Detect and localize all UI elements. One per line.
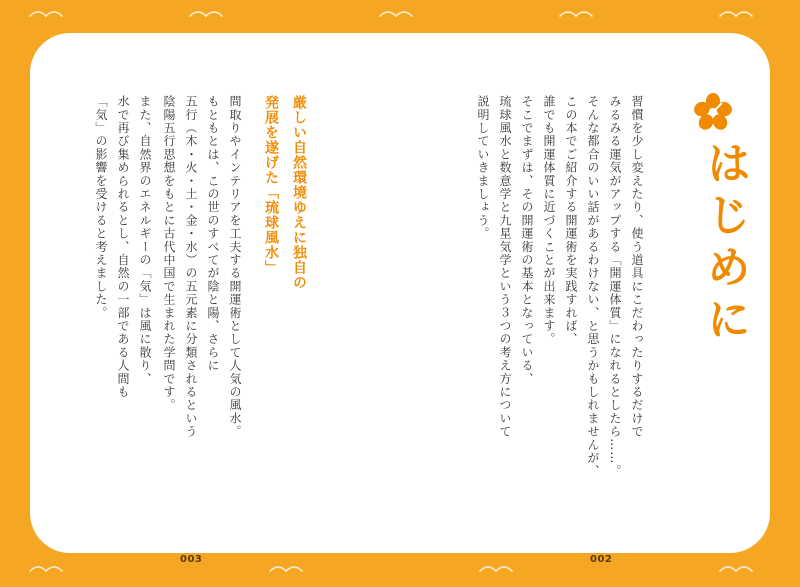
page-number-left: 003: [180, 554, 203, 565]
body-line-1: 間取りやインテリアを工夫する開運術として人気の風水。: [228, 95, 242, 439]
page-number-right: 002: [590, 554, 613, 565]
intro-line-7: 琉球風水と数意学と九星気学という３つの考え方について: [498, 95, 512, 439]
hibiscus-icon: [693, 92, 733, 132]
body-line-6: 水で再び集められるとし、自然の一部である人間も: [116, 95, 130, 399]
intro-line-5: 誰でも開運体質に近づくことが出来ます。: [542, 95, 556, 346]
body-line-7: 「気」の影響を受けると考えました。: [94, 95, 108, 320]
body-line-4: 陰陽五行思想をもとに古代中国で生まれた学問です。: [162, 95, 176, 412]
intro-line-2: みるみる運気がアップする「開運体質」になれるとしたら……。: [608, 95, 622, 478]
page-title: はじめに: [699, 140, 750, 348]
body-line-2: もともとは、この世のすべてが陰と陽、さらに: [206, 95, 220, 373]
section-heading-line-1: 厳しい自然環境ゆえに独自の: [291, 95, 307, 290]
intro-line-4: この本でご紹介する開運術を実践すれば、: [564, 95, 578, 346]
intro-line-8: 説明していきましょう。: [476, 95, 490, 241]
section-heading-line-2: 発展を遂げた「琉球風水」: [263, 95, 279, 275]
body-line-5: また、自然界のエネルギーの「気」は風に散り、: [138, 95, 152, 386]
intro-line-6: そこでまずは、その開運術の基本となっている、: [520, 95, 534, 386]
intro-line-1: 習慣を少し変えたり、使う道具にこだわったりするだけで: [630, 95, 644, 439]
intro-line-3: そんな都合のいい話があるわけない、と思うかもしれませんが、: [586, 95, 600, 478]
body-line-3: 五行（木・火・土・金・水）の五元素に分類されるという: [184, 95, 198, 439]
wave-pattern-top: [0, 0, 800, 30]
wave-pattern-bottom: [0, 557, 800, 587]
